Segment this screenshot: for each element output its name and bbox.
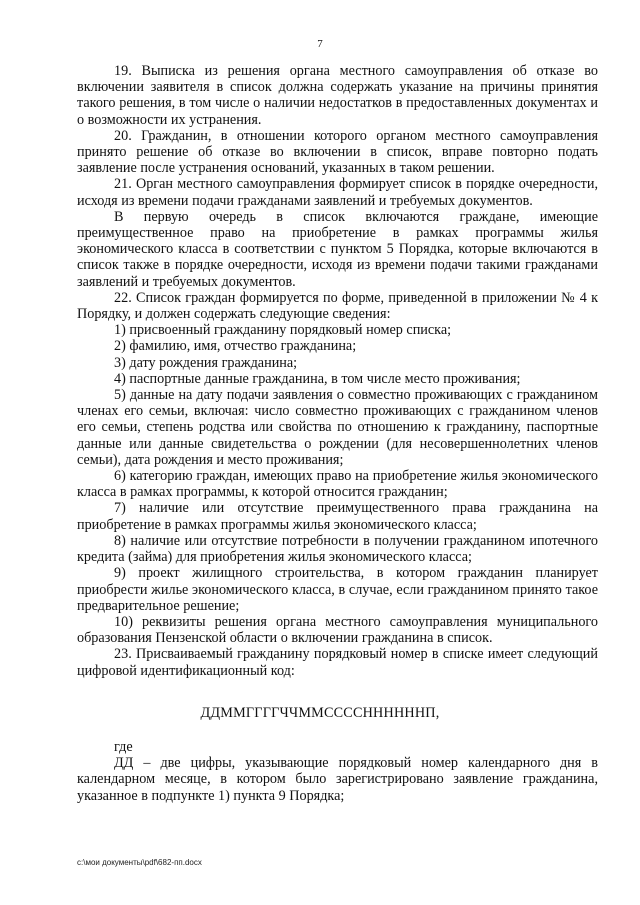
where-label: где [114,739,133,755]
list-item-1: 1) присвоенный гражданину порядковый номер списка; [114,322,452,339]
list-item-6: 6) категорию граждан, имеющих право на приобретение жилья экономического класса в рамках программы, к которой относится гражданин; [77,468,598,501]
list-item-7: 7) наличие или отсутствие преимущественного права гражданина на приобретение в рамках программы жилья экономического класса; [77,500,598,533]
dd-explanation: ДД – две цифры, указывающие порядковый номер календарного дня в календарном месяце, в котором было зарегистрировано заявление гражданина, указанное в подпункте 1) пункта 9 Порядка; [77,755,598,804]
list-item-3: 3) дату рождения гражданина; [114,354,298,371]
list-item-2: 2) фамилию, имя, отчество гражданина; [114,338,357,355]
paragraph-21: 21. Орган местного самоуправления формирует список в порядке очередности, исходя из времени подачи гражданами заявлений и требуемых документов. [77,176,598,209]
document-body [77,63,598,679]
paragraph-23: 23. Присваиваемый гражданину порядковый номер в списке имеет следующий цифровой идентификационный код: [77,646,598,679]
paragraph-19: 19. Выписка из решения органа местного самоуправления об отказе во включении заявителя в список должна содержать указание на причины принятия такого решения, в том числе о наличии недостатков в предоставленных документах и о возможности их устранения. [77,63,598,128]
paragraph-priority: В первую очередь в список включаются граждане, имеющие преимущественное право на приобретение в рамках программы жилья экономического класса в соответствии с пунктом 5 Порядка, которые включаются в список также в порядке очередности, исходя из времени подачи такими гражданами заявлений и требуемых документов. [77,208,598,290]
paragraph-20: 20. Гражданин, в отношении которого органом местного самоуправления принято решение об отказе во включении в список, вправе повторно подать заявление после устранения оснований, указанных в таком решении. [77,127,598,177]
identification-code: ДДММГГГГЧЧММССССННННННП, [200,705,440,721]
list-item-9: 9) проект жилищного строительства, в котором гражданин планирует приобрести жилье экономического класса, в случае, если гражданином принято такое предварительное решение; [77,565,598,614]
list-item-10: 10) реквизиты решения органа местного самоуправления муниципального образования Пензенской области о включении гражданина в список. [77,613,598,647]
list-item-4: 4) паспортные данные гражданина, в том числе место проживания; [114,370,521,387]
file-path-footer: c:\мои документы\pdf\682-пп.docx [77,858,202,867]
paragraph-22: 22. Список граждан формируется по форме, приведенной в приложении № 4 к Порядку, и должен содержать следующие сведения: [77,289,598,323]
list-item-5: 5) данные на дату подачи заявления о совместно проживающих с гражданином членах его семьи, включая: число совместно проживающих с гражданином членов его семьи, степень родства или свойства по отношению к гражданину, паспортные данные или данные свидетельства о рождении (для несовершеннолетних членов семьи), дата рождения и место проживания; [77,387,598,468]
list-item-8: 8) наличие или отсутствие потребности в получении гражданином ипотечного кредита (займа) для приобретения жилья экономического класса; [77,532,598,566]
code-explanation [77,739,598,804]
page-number: 7 [317,38,323,50]
